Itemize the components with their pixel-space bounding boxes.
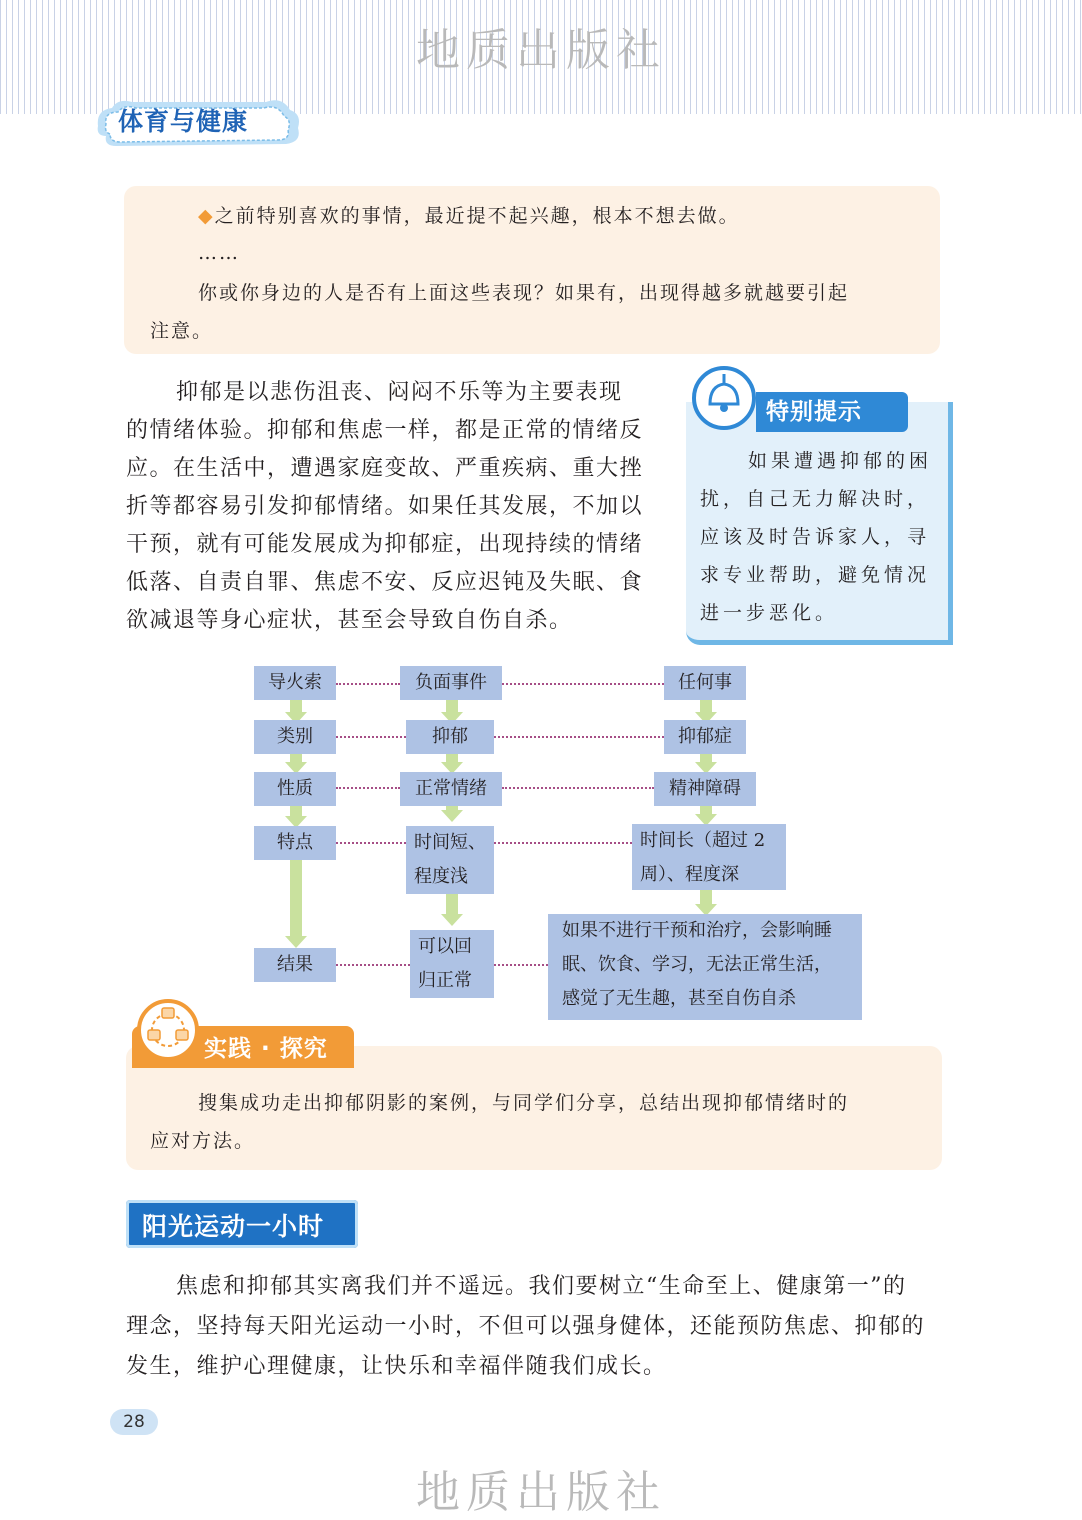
dotted-connector [336,683,400,685]
tip-text [700,442,936,632]
arrow-down-icon [441,810,463,822]
diagram-node-depression: 抑郁 [406,720,494,754]
diagram-node-feature-label: 特点 [254,826,336,860]
diagram-node-depressive-disorder: 抑郁症 [664,720,746,754]
watermark-top: 地质出版社 [416,25,666,76]
explore-icon [136,998,200,1062]
arrow-down-icon [441,914,463,926]
diagram-node-result-label: 结果 [254,948,336,982]
tip-line: 如果遭遇抑郁的困 [748,450,933,472]
practice-line1: 搜集成功走出抑郁阴影的案例，与同学们分享，总结出现抑郁情绪时的 [198,1092,850,1114]
intro-ellipsis: …… [198,242,240,264]
diagram-node-recoverable [410,930,494,998]
node-line: 时间短、 [414,832,486,853]
section-line3: 发生，维护心理健康，让快乐和幸福伴随我们成长。 [126,1354,667,1379]
connector-bar [446,892,458,914]
dotted-connector [336,842,406,844]
tip-line: 扰，自己无力解决时， [700,488,931,510]
diagram-node-category-label: 类别 [254,720,336,754]
dotted-connector [502,683,664,685]
main-paragraph-line7: 欲减退等身心症状，甚至会导致自伤自杀。 [126,608,573,633]
diagram-node-nature-label: 性质 [254,772,336,806]
diagram-node-severe-consequence [548,914,862,1020]
section-heading [126,1200,358,1248]
node-line: 程度浅 [414,866,468,887]
section-line1: 焦虑和抑郁其实离我们并不遥远。我们要树立“生命至上、健康第一”的 [176,1274,907,1299]
dotted-connector [336,736,406,738]
dotted-connector [494,842,632,844]
practice-line2: 应对方法。 [150,1130,256,1152]
section-heading-label: 阳光运动一小时 [142,1212,325,1241]
diagram-node-trigger-label: 导火索 [254,666,336,700]
bell-icon [690,364,758,430]
dotted-connector [502,787,654,789]
main-paragraph-line1: 抑郁是以悲伤沮丧、闷闷不乐等为主要表现 [176,380,623,405]
node-line: 感觉了无生趣，甚至自伤自杀 [562,988,796,1009]
main-paragraph-line5: 干预，就有可能发展成为抑郁症，出现持续的情绪 [126,532,644,557]
tip-line: 应该及时告诉家人，寻 [700,526,931,548]
watermark-bottom: 地质出版社 [416,1467,666,1518]
dotted-connector [494,964,548,966]
node-line: 时间长（超过 2 [640,830,766,851]
main-paragraph-line3: 应。在生活中，遭遇家庭变故、严重疾病、重大挫 [126,456,644,481]
chapter-tag-label: 体育与健康 [118,107,249,136]
main-paragraph-line4: 折等都容易引发抑郁情绪。如果任其发展，不加以 [126,494,644,519]
practice-title: 实践 · 探究 [204,1036,328,1062]
connector-bar [290,858,302,938]
node-line: 如果不进行干预和治疗，会影响睡 [562,920,832,941]
tip-title: 特别提示 [756,392,908,432]
node-line: 可以回 [418,936,472,957]
intro-question-line1: 你或你身边的人是否有上面这些表现？如果有，出现得越多就越要引起 [198,282,850,304]
intro-bullet-text: 之前特别喜欢的事情，最近提不起兴趣，根本不想去做。 [214,205,740,227]
node-line: 周）、程度深 [640,864,739,885]
page-number: 28 [110,1409,158,1435]
dotted-connector [494,736,664,738]
diagram-node-long-deep [632,824,786,890]
tip-line: 求专业帮助，避免情况 [700,564,931,586]
main-paragraph-line2: 的情绪体验。抑郁和焦虑一样，都是正常的情绪反 [126,418,644,443]
diagram-node-anything: 任何事 [664,666,746,700]
diamond-bullet-icon: ◆ [198,205,215,227]
tip-line: 进一步恶化。 [700,602,839,624]
dotted-connector [336,787,400,789]
diagram-node-negative-event: 负面事件 [400,666,502,700]
section-line2: 理念，坚持每天阳光运动一小时，不但可以强身健体，还能预防焦虑、抑郁的 [126,1314,926,1339]
dotted-connector [336,964,410,966]
node-line: 眠、饮食、学习，无法正常生活， [562,954,832,975]
node-line: 归正常 [418,970,472,991]
intro-bullet [198,197,740,235]
diagram-node-short-shallow [406,826,494,894]
diagram-node-normal-emotion: 正常情绪 [400,772,502,806]
diagram-node-mental-disorder: 精神障碍 [654,772,756,806]
arrow-down-icon [285,936,307,948]
intro-question-line2: 注意。 [150,320,214,342]
main-paragraph-line6: 低落、自责自罪、焦虑不安、反应迟钝及失眠、食 [126,570,644,595]
chapter-tag [96,96,302,150]
